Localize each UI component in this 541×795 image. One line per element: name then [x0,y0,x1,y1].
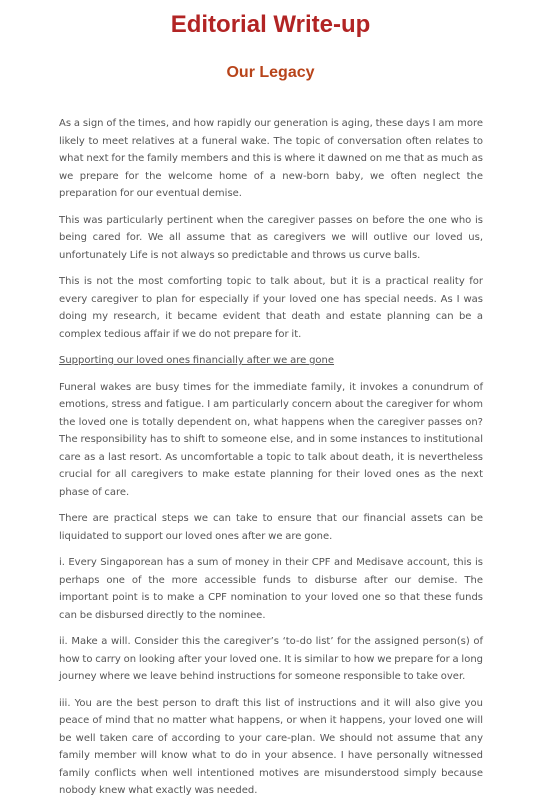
paragraph-practical-reality: This is not the most comforting topic to talk about, but it is a practical reality for every caregiver to plan for especially if your loved one has special needs. As I was doing my research, it became evident that death and estate planning can be a complex tedious affair if we do not prepare for it. [59,276,483,340]
paragraph-funeral-wakes: Funeral wakes are busy times for the immediate family, it invokes a conundrum of emotions, stress and fatigue. I am particularly concern about the caregiver for whom the loved one is totally dependent on, what happens when the caregiver passes on? The responsibility has to shift to someone else, and in some instances to institutional care as a last resort. As uncomfortable a topic to talk about death, it is nevertheless crucial for all caregivers to make estate planning for their loved ones as the next phase of care. [59,381,483,498]
article-body [59,115,483,795]
list-item-instructions: iii. You are the best person to draft this list of instructions and it will also give you peace of mind that no matter what happens, or when it happens, your loved one will be well taken care of according to your care-plan. We should not assume that any family member will know what to do in your absence. I have personally witnessed family conflicts when well intentioned motives are misunderstood simply because nobody knew what exactly was needed. [59,697,483,795]
section-heading: Supporting our loved ones financially after we are gone [59,355,335,366]
paragraph-practical-steps: There are practical steps we can take to ensure that our financial assets can be liquidated to support our loved ones after we are gone. [59,513,483,542]
paragraph-caregiver: This was particularly pertinent when the caregiver passes on before the one who is being cared for. We all assume that as caregivers we will outlive our loved us, unfortunately Life is not always so predictable and throws us curve balls. [59,214,483,261]
paragraph-intro: As a sign of the times, and how rapidly our generation is aging, these days I am more likely to meet relatives at a funeral wake. The topic of conversation often relates to what next for the family members and this is where it dawned on me that as much as we prepare for the welcome home of a new-born baby, we often neglect the preparation for our eventual demise. [59,118,483,199]
page-title: Editorial Write-up [170,11,371,38]
list-item-will: ii. Make a will. Consider this the caregiver’s ‘to-do list’ for the assigned person(s) of how to carry on looking after your loved one. It is similar to how we prepare for a long journey where we leave behind instructions for someone responsible to take over. [59,636,484,682]
page-subtitle: Our Legacy [226,64,315,81]
list-item-cpf: i. Every Singaporean has a sum of money in their CPF and Medisave account, this is perhaps one of the more accessible funds to disburse after our demise. The important point is to make a CPF nomination to your loved one so that these funds can be disbursed directly to the nominee. [59,557,483,621]
